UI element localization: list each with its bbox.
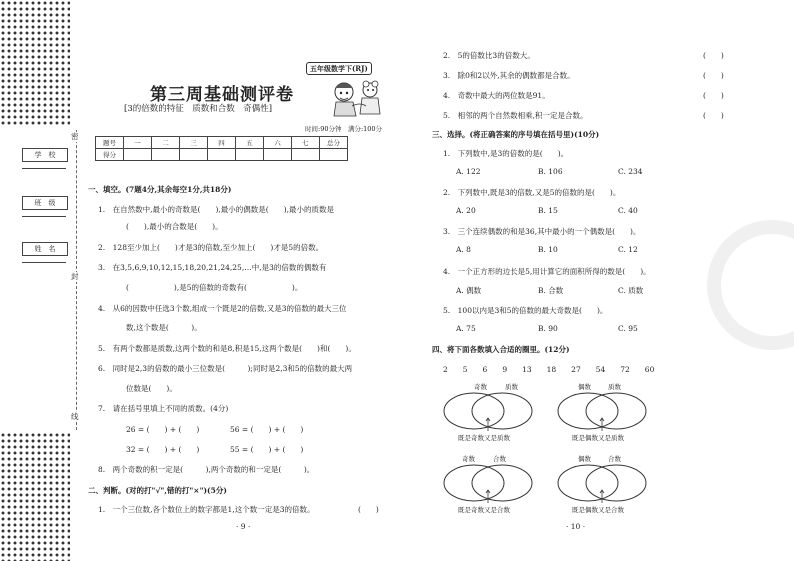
judge-4: 4. 奇数中最大的两位数是91。 [443, 91, 550, 100]
choice-2-option-b[interactable]: B. 15 [538, 206, 558, 215]
judge-5-answer[interactable]: ( ) [703, 111, 724, 120]
page-number-left: · 9 · [236, 522, 251, 531]
name-line [22, 262, 66, 263]
name-label: 姓 名 [22, 242, 68, 256]
question-1b: ( ),最小的合数是( )。 [126, 222, 223, 231]
choice-5-question: 5. 100以内是3和5的倍数的最大奇数是( )。 [443, 306, 608, 315]
question-3b: ( ),是5的倍数的奇数有( )。 [126, 283, 303, 292]
prime-sum-4: 55 = ( ) + ( ) [230, 445, 304, 454]
score-input-cell[interactable] [320, 149, 348, 161]
venn-diagram-1[interactable] [442, 390, 534, 432]
choice-5-option-c[interactable]: C. 95 [618, 324, 638, 333]
dot-pattern-top [0, 0, 70, 126]
score-cell: 七 [292, 137, 320, 149]
question-6a: 6. 同时是2,3的倍数的最小三位数是( );同时是2,3和5的倍数的最大两 [98, 364, 353, 373]
venn-2-left-label: 偶数 [578, 383, 591, 391]
question-7: 7. 请在括号里填上不同的质数。(4分) [98, 404, 229, 413]
score-cell: 题号 [96, 137, 124, 149]
prime-sum-3: 32 = ( ) + ( ) [126, 445, 200, 454]
question-8: 8. 两个奇数的积一定是( ),两个奇数的和一定是( )。 [98, 465, 315, 474]
venn-diagram-3[interactable] [442, 462, 534, 504]
score-input-cell[interactable] [208, 149, 236, 161]
score-table [95, 136, 348, 161]
judge-1-answer[interactable]: ( ) [358, 505, 379, 514]
question-4b: 数,这个数是( )。 [126, 323, 202, 332]
choice-2-question: 2. 下列数中,既是3的倍数,又是5的倍数的是( )。 [443, 188, 621, 197]
choice-5-option-a[interactable]: A. 75 [456, 324, 476, 333]
venn-2-caption: 既是偶数又是质数 [572, 434, 624, 442]
score-cell: 五 [236, 137, 264, 149]
prime-sum-2: 56 = ( ) + ( ) [230, 425, 304, 434]
seal-mark-2: 封 [71, 272, 79, 281]
venn-1-caption: 既是奇数又是质数 [458, 434, 510, 442]
choice-3-option-c[interactable]: C. 12 [618, 245, 638, 254]
choice-1-option-a[interactable]: A. 122 [456, 167, 481, 176]
venn-3-caption: 既是奇数又是合数 [458, 506, 510, 514]
venn-1-left-label: 奇数 [474, 383, 487, 391]
venn-diagram-2[interactable] [556, 390, 648, 432]
score-table-score-row [96, 149, 348, 161]
page-number-right: · 10 · [566, 522, 586, 531]
judge-1: 1. 一个三位数,各个数位上的数字都是1,这个数一定是3的倍数。 [98, 505, 315, 514]
dot-pattern-bottom [0, 432, 70, 561]
venn-diagram-4[interactable] [556, 462, 648, 504]
question-4a: 4. 从6的因数中任选3个数,组成一个既是2的倍数,又是3的倍数的最大三位 [98, 304, 347, 313]
cartoon-illustration [326, 76, 384, 120]
judge-3-answer[interactable]: ( ) [703, 71, 724, 80]
score-cell: 六 [264, 137, 292, 149]
choice-2-option-c[interactable]: C. 40 [618, 206, 638, 215]
score-cell: 二 [152, 137, 180, 149]
question-3a: 3. 在3,5,6,9,10,12,15,18,20,21,24,25,…中,是3的倍数的偶数有 [98, 263, 327, 272]
choice-2-option-a[interactable]: A. 20 [456, 206, 476, 215]
section-4-heading: 四、将下面各数填入合适的圈里。(12分) [432, 345, 570, 354]
choice-1-option-b[interactable]: B. 106 [538, 167, 563, 176]
section-2-heading: 二、判断。(对的打"√",错的打"×")(5分) [88, 486, 227, 495]
page-subtitle: [3的倍数的特征 质数和合数 奇偶性] [124, 104, 273, 114]
judge-2-answer[interactable]: ( ) [703, 51, 724, 60]
number-list: 2 5 6 9 13 18 27 54 72 60 [443, 365, 655, 374]
judge-4-answer[interactable]: ( ) [703, 91, 724, 100]
venn-3-left-label: 奇数 [462, 455, 475, 463]
score-table-header-row [96, 137, 348, 149]
prime-sum-1: 26 = ( ) + ( ) [126, 425, 200, 434]
question-1a: 1. 在自然数中,最小的奇数是( ),最小的偶数是( ),最小的质数是 [98, 205, 335, 214]
choice-4-question: 4. 一个正方形的边长是5,用计算它的面积所得的数是( )。 [443, 267, 651, 276]
choice-1-question: 1. 下列数中,是3的倍数的是( )。 [443, 149, 569, 158]
school-line [22, 168, 66, 169]
choice-3-question: 3. 三个连续偶数的和是36,其中最小的一个偶数是( )。 [443, 227, 641, 236]
score-input-cell[interactable] [124, 149, 152, 161]
choice-1-option-c[interactable]: C. 234 [618, 167, 643, 176]
class-label: 班 级 [22, 196, 68, 210]
score-cell: 得分 [96, 149, 124, 161]
score-input-cell[interactable] [180, 149, 208, 161]
judge-2: 2. 5的倍数比3的倍数大。 [443, 51, 535, 60]
venn-4-right-label: 合数 [608, 455, 621, 463]
score-input-cell[interactable] [152, 149, 180, 161]
choice-4-option-c[interactable]: C. 质数 [618, 286, 644, 295]
section-1-heading: 一、填空。(7题4分,其余每空1分,共18分) [88, 185, 232, 194]
venn-3-right-label: 合数 [493, 455, 506, 463]
choice-4-option-b[interactable]: B. 合数 [538, 286, 564, 295]
school-label: 学 校 [22, 148, 68, 162]
seal-mark-3: 线 [71, 412, 79, 421]
choice-5-option-b[interactable]: B. 90 [538, 324, 558, 333]
score-cell: 一 [124, 137, 152, 149]
judge-5: 5. 相邻的两个自然数相乘,积一定是合数。 [443, 111, 588, 120]
question-6b: 位数是( )。 [126, 384, 177, 393]
choice-4-option-a[interactable]: A. 偶数 [456, 286, 482, 295]
class-line [22, 216, 66, 217]
watermark-decoration [702, 220, 794, 350]
time-info: 时间:90分钟 满分:100分 [305, 125, 383, 133]
choice-3-option-a[interactable]: A. 8 [456, 245, 471, 254]
section-3-heading: 三、选择。(将正确答案的序号填在括号里)(10分) [432, 130, 600, 139]
score-input-cell[interactable] [236, 149, 264, 161]
score-input-cell[interactable] [264, 149, 292, 161]
question-2: 2. 128至少加上( )才是3的倍数,至少加上( )才是5的倍数。 [98, 243, 324, 252]
venn-4-left-label: 偶数 [578, 455, 591, 463]
venn-4-caption: 既是偶数又是合数 [572, 506, 624, 514]
judge-3: 3. 除0和2以外,其余的偶数都是合数。 [443, 71, 575, 80]
seal-mark-1: 密 [71, 132, 79, 141]
score-cell: 三 [180, 137, 208, 149]
question-5: 5. 有两个数都是质数,这两个数的和是8,积是15,这两个数是( )和( )。 [98, 344, 356, 353]
choice-3-option-b[interactable]: B. 10 [538, 245, 558, 254]
score-input-cell[interactable] [292, 149, 320, 161]
grade-tag: 五年级数学下(RJ) [306, 62, 372, 75]
score-cell: 总分 [320, 137, 348, 149]
venn-1-right-label: 质数 [505, 383, 518, 391]
venn-2-right-label: 质数 [608, 383, 621, 391]
score-cell: 四 [208, 137, 236, 149]
page-title: 第三周基础测评卷 [150, 85, 294, 105]
